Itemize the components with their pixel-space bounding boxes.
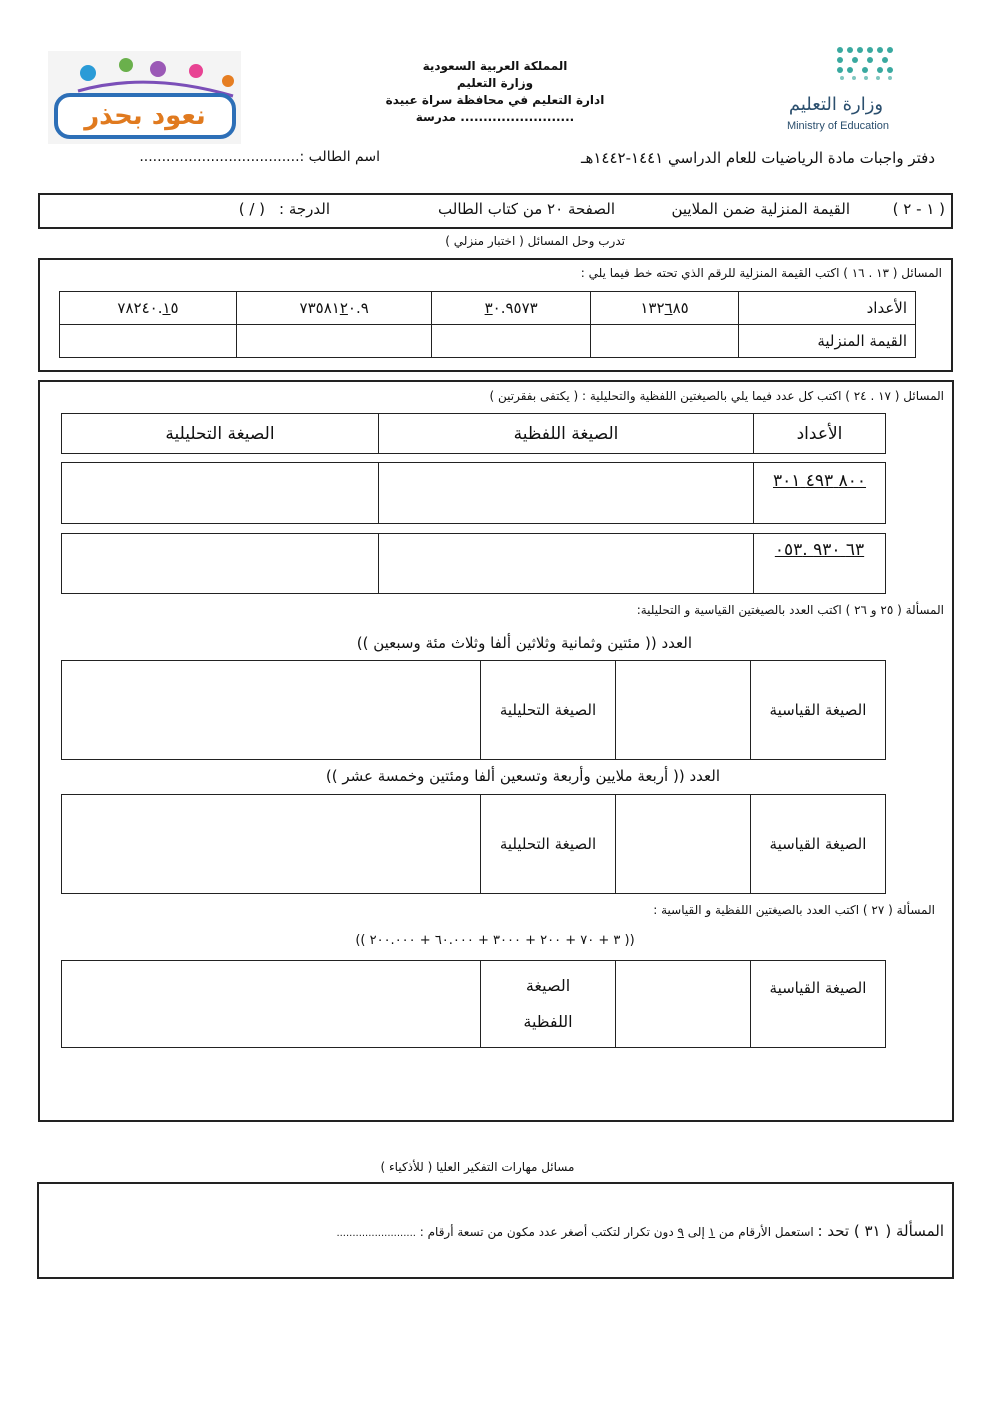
section3-number2: العدد (( أربعة ملايين وأربعة وتسعين ألفا ومئتين وخمسة عشر )): [325, 767, 720, 785]
col-expanded: الصيغة التحليلية: [62, 414, 379, 454]
directorate-name: ادارة التعليم في محافظة سراة عبيدة: [385, 93, 605, 107]
hots-text-a: استعمل الأرقام من: [718, 1225, 814, 1239]
forms-row-1: [61, 462, 886, 524]
label-standard-3: الصيغة القياسية: [751, 961, 886, 1048]
expanded-answer-3[interactable]: [62, 661, 481, 760]
label-expanded-1: الصيغة التحليلية: [481, 661, 616, 760]
standard-expanded-table-2: [61, 794, 886, 894]
grade-value[interactable]: ( / ): [238, 200, 265, 218]
label-standard-2: الصيغة القياسية: [751, 795, 886, 894]
number-cell-2: ٣٠.٩٥٧٣: [432, 292, 591, 325]
hots-digit-to: ٩: [677, 1225, 684, 1239]
row-label-value: القيمة المنزلية: [739, 325, 916, 358]
col-verbal: الصيغة اللفظية: [379, 414, 754, 454]
section2-prompt: المسائل ( ١٧ . ٢٤ ) اكتب كل عدد فيما يلي بالصيغتين اللفظية والتحليلية : ( يكتفى بفقرتين ): [489, 389, 944, 403]
lesson-title: القيمة المنزلية ضمن الملايين: [671, 200, 850, 218]
forms-row-2: [61, 533, 886, 594]
answer-cell-4[interactable]: [60, 325, 237, 358]
label-verbal-line1: الصيغة: [525, 976, 571, 995]
expanded-answer-4[interactable]: [62, 795, 481, 894]
verbal-answer-3[interactable]: [62, 961, 481, 1048]
logo-right-en: Ministry of Education: [786, 120, 890, 132]
hots-problem-label: المسألة ( ٣١ ) تحد :: [817, 1222, 944, 1240]
notebook-title: دفتر واجبات مادة الرياضيات للعام الدراسي ١٤٤١-١٤٤٢هـ: [581, 149, 935, 167]
standard-answer-3[interactable]: [616, 961, 751, 1048]
number-053: ٦٣ ٩٣٠ .٠٥٣: [754, 534, 886, 594]
answer-cell-3[interactable]: [237, 325, 432, 358]
hots-text-b: إلى: [687, 1225, 705, 1239]
verbal-answer-1[interactable]: [379, 463, 754, 524]
logo-left: [48, 51, 241, 144]
lesson-number: ( ١ - ٢ ): [892, 200, 945, 218]
hots-answer-dots[interactable]: .........................: [336, 1228, 416, 1239]
forms-header-table: [61, 413, 886, 454]
kingdom-name: المملكة العربية السعودية: [422, 59, 568, 73]
number-cell-3: ٧٣٥٨١٢٠.٩: [237, 292, 432, 325]
logo-right: [780, 44, 900, 136]
number-cell-4: ٧٨٢٤٠.١٥: [60, 292, 237, 325]
expanded-answer-1[interactable]: [62, 463, 379, 524]
verbal-standard-table: [61, 960, 886, 1048]
standard-answer-2[interactable]: [616, 795, 751, 894]
section4-expression: (( ٣ + ٧٠ + ٢٠٠ + ٣٠٠٠ + ٦٠.٠٠٠ + ٢٠٠.٠٠٠ )): [355, 933, 635, 948]
label-verbal: [481, 961, 616, 1048]
hots-text-c: دون تكرار لتكتب أصغر عدد مكون من تسعة أرقام :: [419, 1225, 674, 1239]
hots-digit-from: ١: [708, 1225, 716, 1239]
hots-problem: [280, 1222, 944, 1240]
standard-expanded-table-1: [61, 660, 886, 760]
school-name: مدرسة .........................: [415, 110, 575, 124]
number-301: ٨٠٠ ٤٩٣ ٣٠١: [754, 463, 886, 524]
label-verbal-line2: اللفظية: [523, 1012, 573, 1031]
label-standard-1: الصيغة القياسية: [751, 661, 886, 760]
practice-note: تدرب وحل المسائل ( اختبار منزلي ): [445, 234, 625, 248]
logo-right-ar: وزارة التعليم: [788, 94, 884, 115]
expanded-answer-2[interactable]: [62, 534, 379, 594]
grade-label: الدرجة :: [279, 200, 330, 218]
row-label-numbers: الأعداد: [739, 292, 916, 325]
answer-cell-1[interactable]: [591, 325, 739, 358]
logo-left-text: نعود بحذر: [84, 101, 206, 131]
place-value-table: [59, 291, 916, 358]
answer-cell-2[interactable]: [432, 325, 591, 358]
ministry-name: وزارة التعليم: [456, 76, 534, 90]
label-expanded-2: الصيغة التحليلية: [481, 795, 616, 894]
verbal-answer-2[interactable]: [379, 534, 754, 594]
number-cell-1: ١٣٢٦٨٥: [591, 292, 739, 325]
student-name-field[interactable]: اسم الطالب :....................................: [139, 149, 380, 165]
lesson-page: الصفحة ٢٠ من كتاب الطالب: [438, 200, 615, 218]
section1-prompt: المسائل ( ١٣ . ١٦ ) اكتب القيمة المنزلية للرقم الذي تحته خط فيما يلي :: [580, 266, 942, 280]
section3-number1: العدد (( مئتين وثمانية وثلاثين ألفا وثلاث مئة وسبعين )): [356, 634, 692, 652]
section4-prompt: المسألة ( ٢٧ ) اكتب العدد بالصيغتين اللفظية و القياسية :: [653, 903, 935, 917]
hots-title: مسائل مهارات التفكير العليا ( للأذكياء ): [380, 1160, 575, 1174]
standard-answer-1[interactable]: [616, 661, 751, 760]
section3-prompt: المسألة ( ٢٥ و ٢٦ ) اكتب العدد بالصيغتين القياسية و التحليلية:: [636, 603, 944, 617]
col-numbers: الأعداد: [754, 414, 886, 454]
ministry-dots-icon: [780, 44, 900, 84]
